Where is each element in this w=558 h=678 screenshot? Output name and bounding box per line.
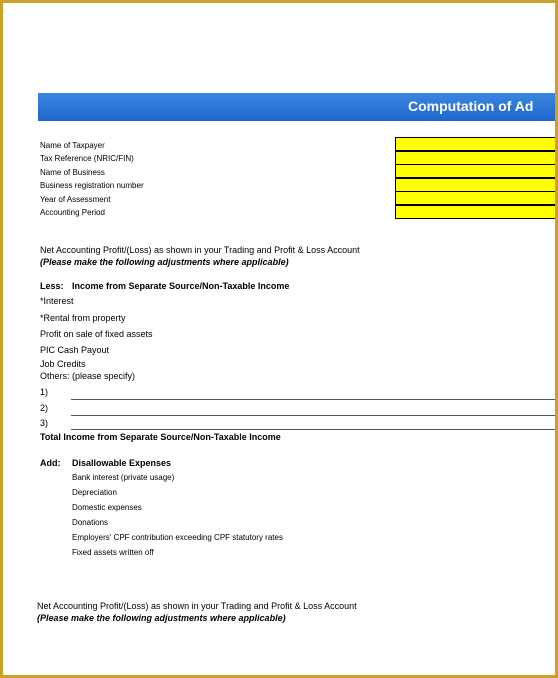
others-row-3-line[interactable] [71, 429, 555, 430]
label-name-of-taxpayer: Name of Taxpayer [40, 141, 105, 150]
input-name-of-taxpayer[interactable] [395, 137, 555, 151]
input-accounting-period[interactable] [395, 205, 555, 219]
adjustment-instruction-2: (Please make the following adjustments where applicable) [37, 613, 286, 623]
less-total: Total Income from Separate Source/Non-Taxable Income [40, 432, 281, 442]
add-heading: Disallowable Expenses [72, 458, 172, 468]
others-row-1-line[interactable] [71, 399, 555, 400]
add-item-domestic-expenses: Domestic expenses [72, 503, 142, 512]
worksheet [3, 3, 555, 675]
others-row-3-label: 3) [40, 418, 49, 428]
less-item-profit-fixed-assets: Profit on sale of fixed assets [40, 329, 153, 339]
input-name-of-business[interactable] [395, 164, 555, 178]
label-year-of-assessment: Year of Assessment [40, 195, 111, 204]
less-item-pic-cash-payout: PIC Cash Payout [40, 345, 110, 355]
others-row-2-label: 2) [40, 403, 49, 413]
add-item-fixed-assets-written-off: Fixed assets written off [72, 548, 154, 557]
less-item-job-credits: Job Credits [40, 359, 86, 369]
add-prefix: Add: [40, 458, 61, 468]
label-accounting-period: Accounting Period [40, 208, 105, 217]
less-prefix: Less: [40, 281, 64, 291]
label-tax-reference: Tax Reference (NRIC/FIN) [40, 154, 134, 163]
add-item-bank-interest: Bank interest (private usage) [72, 473, 175, 482]
label-name-of-business: Name of Business [40, 168, 105, 177]
page-title: Computation of Ad [408, 98, 534, 114]
less-item-interest: *Interest [40, 296, 74, 306]
add-item-depreciation: Depreciation [72, 488, 117, 497]
net-profit-intro: Net Accounting Profit/(Loss) as shown in your Trading and Profit & Loss Account [40, 245, 360, 255]
add-item-donations: Donations [72, 518, 109, 527]
others-row-1-label: 1) [40, 387, 49, 397]
input-tax-reference[interactable] [395, 151, 555, 165]
net-profit-intro-2: Net Accounting Profit/(Loss) as shown in your Trading and Profit & Loss Account [37, 601, 357, 611]
others-row-2-line[interactable] [71, 415, 555, 416]
input-business-registration[interactable] [395, 178, 555, 192]
less-item-rental: *Rental from property [40, 313, 126, 323]
less-item-others: Others: (please specify) [40, 371, 136, 381]
less-heading: Income from Separate Source/Non-Taxable Income [72, 281, 290, 291]
add-item-employers-cpf: Employers' CPF contribution exceeding CPF statutory rates [72, 533, 283, 542]
input-year-of-assessment[interactable] [395, 191, 555, 205]
title-banner [38, 93, 555, 121]
adjustment-instruction: (Please make the following adjustments where applicable) [40, 257, 289, 267]
label-business-registration: Business registration number [40, 181, 144, 190]
